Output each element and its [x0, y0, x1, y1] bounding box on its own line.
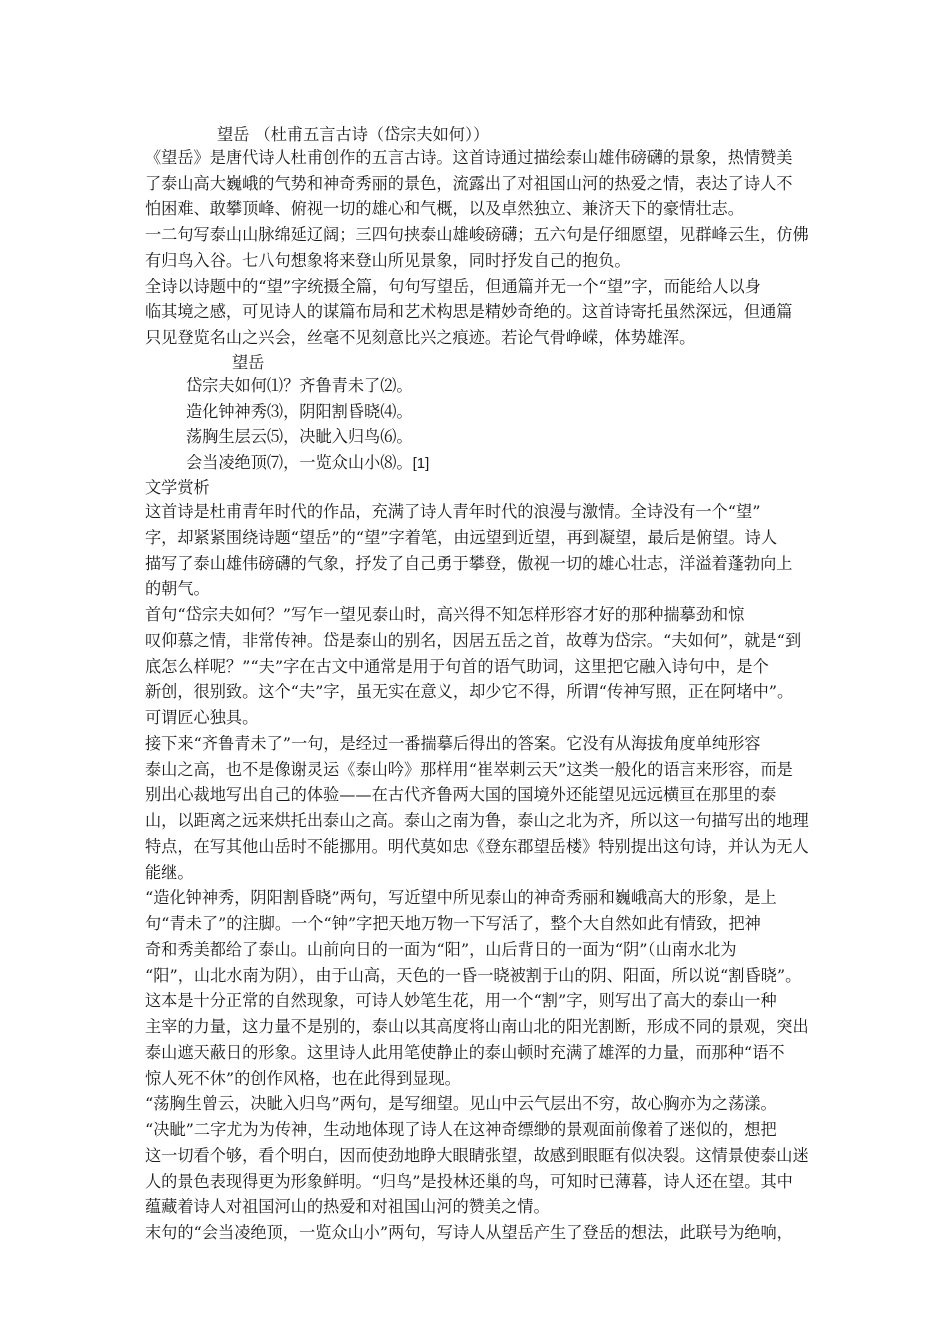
poem-line: 造化钟神秀⑶，阴阳割昏晓⑷。 — [186, 401, 413, 421]
body-line: 底怎么样呢？”“夫”字在古文中通常是用于句首的语气助词，这里把它融入诗句中，是个 — [145, 656, 769, 676]
intro-line: 全诗以诗题中的“望”字统摄全篇，句句写望岳，但通篇并无一个“望”字，而能给人以身 — [145, 276, 761, 296]
document-title: 望岳 （杜甫五言古诗（岱宗夫如何）） — [217, 125, 490, 144]
body-line: “阳”，山北水南为阴），由于山高，天色的一昏一晓被割于山的阴、阳面，所以说“割昏晓”。 — [145, 965, 802, 985]
body-line: 蕴藏着诗人对祖国河山的热爱和对祖国山河的赞美之情。 — [145, 1197, 550, 1217]
body-line: 人的景色表现得更为形象鲜明。“归鸟”是投林还巢的鸟，可知时已薄暮，诗人还在望。其中 — [145, 1171, 793, 1191]
body-line: “造化钟神秀，阴阳割昏晓”两句，写近望中所见泰山的神奇秀丽和巍峨高大的形象，是上 — [145, 888, 777, 908]
body-line: 首句“岱宗夫如何？”写乍一望见泰山时，高兴得不知怎样形容才好的那种揣摹劲和惊 — [145, 605, 745, 624]
intro-line: 有归鸟入谷。七八句想象将来登山所见景象，同时抒发自己的抱负。 — [145, 250, 631, 270]
body-line: 的朝气。 — [145, 579, 210, 599]
section-title: 文学赏析 — [145, 478, 210, 497]
body-line: 惊人死不休”的创作风格，也在此得到显现。 — [145, 1068, 461, 1088]
intro-line: 怕困难、敢攀顶峰、俯视一切的雄心和气概，以及卓然独立、兼济天下的豪情壮志。 — [145, 199, 744, 219]
body-line: 山，以距离之远来烘托出泰山之高。泰山之南为鲁，泰山之北为齐，所以这一句描写出的地理 — [145, 811, 809, 830]
body-line: 接下来“齐鲁青未了”一句，是经过一番揣摹后得出的答案。它没有从海拔角度单纯形容 — [145, 733, 761, 753]
intro-line: 一二句写泰山山脉绵延辽阔；三四句挟泰山雄峻磅礴；五六句是仔细愿望，见群峰云生，仿佛 — [145, 225, 809, 245]
body-line: 特点，在写其他山岳时不能挪用。明代莫如忠《登东郡望岳楼》特别提出这句诗，并认为无人 — [145, 836, 809, 856]
reference-marker[interactable]: [1] — [412, 455, 430, 473]
body-line: 泰山之高，也不是像谢灵运《泰山吟》那样用“崔崒刺云天”这类一般化的语言来形容，而是 — [145, 759, 793, 779]
body-line: 末句的“会当凌绝顶，一览众山小”两句，写诗人从望岳产生了登岳的想法，此联号为绝响， — [145, 1223, 793, 1242]
body-line: 奇和秀美都给了泰山。山前向日的一面为“阳”，山后背日的一面为“阴”（山南水北为 — [145, 939, 737, 959]
body-line: 这一切看个够，看个明白，因而使劲地睁大眼睛张望，故感到眼眶有似决裂。这情景使泰山迷 — [145, 1145, 809, 1165]
body-line: 这首诗是杜甫青年时代的作品，充满了诗人青年时代的浪漫与激情。全诗没有一个“望” — [145, 502, 761, 521]
poem-title: 望岳 — [232, 353, 265, 372]
intro-line: 了泰山高大巍峨的气势和神奇秀丽的景色，流露出了对祖国山河的热爱之情，表达了诗人不 — [145, 173, 793, 193]
body-line: 可谓匠心独具。 — [145, 708, 259, 727]
intro-line: 《望岳》是唐代诗人杜甫创作的五言古诗。这首诗通过描绘泰山雄伟磅礴的景象，热情赞美 — [145, 148, 793, 167]
body-line: 字，却紧紧围绕诗题“望岳”的“望”字着笔，由远望到近望，再到凝望，最后是俯望。诗人 — [145, 527, 778, 547]
body-line: 别出心裁地写出自己的体验——在古代齐鲁两大国的国境外还能望见远远横亘在那里的泰 — [145, 785, 777, 805]
body-line: 描写了泰山雄伟磅礴的气象，抒发了自己勇于攀登，傲视一切的雄心壮志，洋溢着蓬勃向上 — [145, 553, 793, 573]
poem-line: 岱宗夫如何⑴？齐鲁青未了⑵。 — [186, 376, 413, 395]
body-line: “决眦”二字尤为为传神，生动地体现了诗人在这神奇缥缈的景观面前像着了迷似的，想把 — [145, 1120, 777, 1139]
body-line: “荡胸生曾云，决眦入归鸟”两句，是写细望。见山中云气层出不穷，故心胸亦为之荡漾。 — [145, 1094, 777, 1114]
body-line: 新创，很别致。这个“夫”字，虽无实在意义，却少它不得，所谓“传神写照，正在阿堵中”。 — [145, 682, 794, 702]
intro-line: 临其境之感，可见诗人的谋篇布局和艺术构思是精妙奇绝的。这首诗寄托虽然深远，但通篇 — [145, 302, 793, 322]
body-line: 主宰的力量，这力量不是别的，泰山以其高度将山南山北的阳光割断，形成不同的景观，突出 — [145, 1017, 809, 1036]
intro-line: 只见登览名山之兴会，丝毫不见刻意比兴之痕迹。若论气骨峥嵘，体势雄浑。 — [145, 327, 696, 347]
body-line: 泰山遮天蔽日的形象。这里诗人此用笔使静止的泰山顿时充满了雄浑的力量，而那种“语不 — [145, 1042, 785, 1062]
poem-line: 会当凌绝顶⑺，一览众山小⑻。[1] — [186, 453, 430, 473]
poem-line: 荡胸生层云⑸，决眦入归鸟⑹。 — [186, 427, 413, 447]
body-line: 这本是十分正常的自然现象，可诗人妙笔生花，用一个“割”字，则写出了高大的泰山一种 — [145, 991, 777, 1011]
body-line: 能继。 — [145, 862, 194, 882]
body-line: 叹仰慕之情，非常传神。岱是泰山的别名，因居五岳之首，故尊为岱宗。“夫如何”，就是“到 — [145, 630, 802, 650]
body-line: 句“青未了”的注脚。一个“钟”字把天地万物一下写活了，整个大自然如此有情致，把神 — [145, 914, 761, 933]
